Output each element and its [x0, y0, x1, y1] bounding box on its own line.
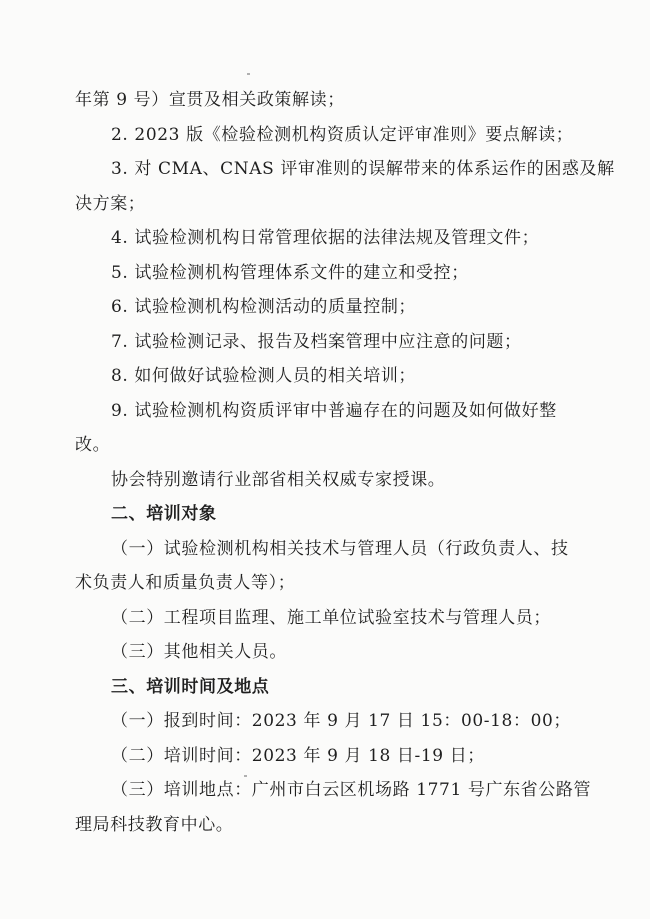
- body-line: 理局科技教育中心。: [75, 814, 234, 835]
- body-line: 4. 试验检测机构日常管理依据的法律法规及管理文件；: [111, 228, 540, 248]
- body-line: 6. 试验检测机构检测活动的质量控制；: [111, 297, 417, 317]
- body-line: 8. 如何做好试验检测人员的相关培训；: [111, 366, 417, 386]
- scan-speck: [247, 73, 250, 75]
- body-line: （一）试验检测机构相关技术与管理人员（行政负责人、技: [111, 538, 569, 559]
- body-line: （二）工程项目监理、施工单位试验室技术与管理人员；: [111, 607, 551, 628]
- body-line: 改。: [75, 435, 111, 455]
- body-line: （三）其他相关人员。: [111, 642, 287, 662]
- body-line: 9. 试验检测机构资质评审中普遍存在的问题及如何做好整: [111, 400, 557, 421]
- section-heading: 二、培训对象: [111, 504, 217, 524]
- body-line: 决方案；: [75, 193, 146, 214]
- body-line: 2. 2023 版《检验检测机构资质认定评审准则》要点解读；: [111, 124, 574, 145]
- body-line: 年第 9 号）宣贯及相关政策解读；: [75, 90, 345, 110]
- body-line: 5. 试验检测机构管理体系文件的建立和受控；: [111, 262, 469, 283]
- section-heading: 三、培训时间及地点: [111, 676, 270, 697]
- body-line: 7. 试验检测记录、报告及档案管理中应注意的问题；: [111, 331, 522, 352]
- body-line: 术负责人和质量负责人等）；: [75, 573, 296, 593]
- document-body: [75, 83, 615, 842]
- body-line: 协会特别邀请行业部省相关权威专家授课。: [111, 469, 446, 490]
- body-line: （三）培训地点：广州市白云区机场路 1771 号广东省公路管: [111, 780, 592, 800]
- body-line: （二）培训时间：2023 年 9 月 18 日-19 日；: [111, 745, 485, 766]
- body-line: （一）报到时间：2023 年 9 月 17 日 15：00-18：00；: [111, 711, 572, 731]
- body-line: 3. 对 CMA、CNAS 评审准则的误解带来的体系运作的困惑及解: [111, 159, 615, 179]
